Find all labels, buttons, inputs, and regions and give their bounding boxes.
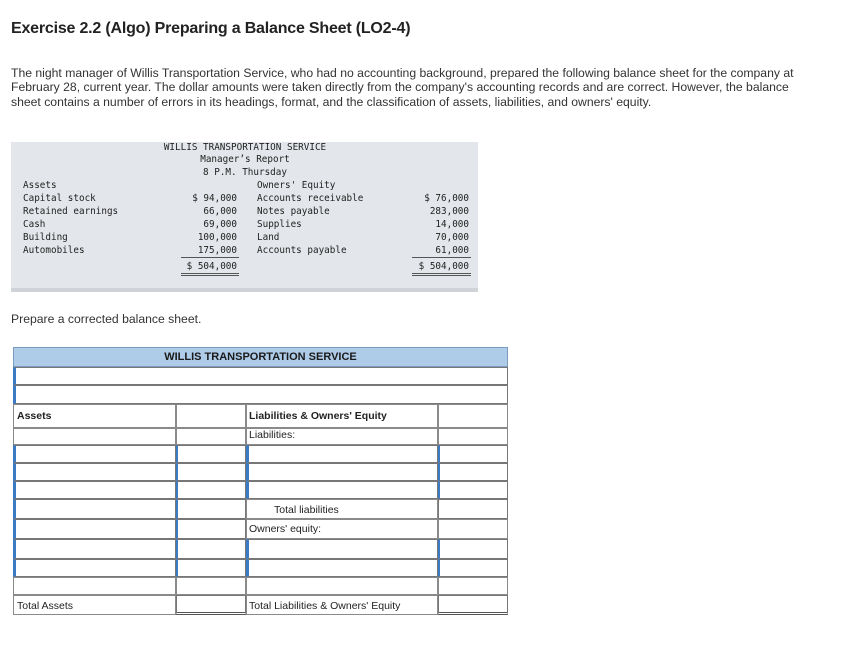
liab-equity-heading: Liabilities & Owners' Equity — [249, 410, 387, 422]
asset-amount-input[interactable] — [176, 559, 246, 577]
orig-left-total: $ 504,000 — [186, 261, 237, 272]
orig-left-heading: Assets — [23, 180, 57, 191]
orig-right-amount: 14,000 — [435, 219, 469, 230]
orig-left-amount: 69,000 — [203, 219, 237, 230]
orig-company-name: WILLIS TRANSPORTATION SERVICE — [163, 142, 327, 153]
orig-right-total: $ 504,000 — [418, 261, 469, 272]
answer-sheet-header: WILLIS TRANSPORTATION SERVICE — [13, 347, 508, 367]
orig-right-heading: Owners' Equity — [257, 180, 336, 191]
total-liab-equity-label: Total Liabilities & Owners' Equity — [249, 600, 401, 612]
blank-cell — [438, 428, 508, 445]
orig-right-amount: 70,000 — [435, 232, 469, 243]
orig-left-label: Automobiles — [23, 245, 85, 256]
orig-right-amount: $ 76,000 — [424, 193, 469, 204]
blank-cell — [438, 577, 508, 595]
orig-right-label: Land — [257, 232, 280, 243]
liability-amount-input[interactable] — [438, 481, 508, 499]
liability-name-input[interactable] — [246, 463, 438, 481]
owners-equity-label: Owners' equity: — [249, 523, 322, 535]
orig-right-double-underline — [412, 273, 471, 276]
liability-name-input[interactable] — [246, 445, 438, 463]
exercise-instructions: The night manager of Willis Transportation Service, who had no accounting background, prepared the following balance sheet for the company at February 28, current year. The dollar amounts were taken directly from the company's accounting records and are correct. However, the balance sheet contains a number of errors in its headings, format, and the classification of assets, liabilities, and owners' equity. — [11, 66, 794, 109]
orig-right-label: Notes payable — [257, 206, 330, 217]
asset-name-input[interactable] — [13, 445, 176, 463]
blank-cell — [176, 577, 246, 595]
orig-time: 8 P.M. Thursday — [203, 167, 287, 178]
total-liab-equity-input[interactable] — [438, 595, 508, 615]
asset-name-input[interactable] — [13, 559, 176, 577]
orig-sheet-footer-bar — [11, 288, 478, 292]
asset-name-input[interactable] — [13, 499, 176, 519]
assets-heading: Assets — [17, 410, 52, 422]
asset-amount-input[interactable] — [176, 481, 246, 499]
liability-name-input[interactable] — [246, 481, 438, 499]
orig-left-double-underline — [181, 273, 239, 276]
total-assets-input[interactable] — [176, 595, 246, 615]
assets-blank-cell — [176, 404, 246, 428]
orig-left-amount: 100,000 — [197, 232, 237, 243]
orig-subtitle: Manager’s Report — [200, 154, 290, 165]
orig-left-label: Capital stock — [23, 193, 96, 204]
orig-left-label: Cash — [23, 219, 46, 230]
asset-amount-input[interactable] — [176, 445, 246, 463]
orig-right-label: Supplies — [257, 219, 302, 230]
heading-input-1[interactable] — [13, 367, 508, 385]
asset-amount-input[interactable] — [176, 539, 246, 559]
equity-amount-input[interactable] — [438, 539, 508, 559]
orig-left-underline — [181, 257, 239, 258]
orig-left-amount: 66,000 — [203, 206, 237, 217]
orig-left-label: Retained earnings — [23, 206, 119, 217]
blank-cell — [176, 428, 246, 445]
liabilities-label: Liabilities: — [249, 429, 296, 441]
exercise-title: Exercise 2.2 (Algo) Preparing a Balance Sheet (LO2-4) — [11, 20, 411, 37]
total-assets-label: Total Assets — [17, 600, 74, 612]
orig-right-amount: 61,000 — [435, 245, 469, 256]
orig-right-label: Accounts receivable — [257, 193, 364, 204]
task-prompt: Prepare a corrected balance sheet. — [11, 312, 202, 326]
orig-left-label: Building — [23, 232, 68, 243]
total-liabilities-label: Total liabilities — [274, 504, 339, 516]
asset-name-input[interactable] — [13, 481, 176, 499]
blank-cell — [246, 577, 438, 595]
equity-amount-input[interactable] — [438, 559, 508, 577]
blank-cell — [13, 428, 176, 445]
liab-blank-cell — [438, 404, 508, 428]
blank-cell — [13, 577, 176, 595]
asset-name-input[interactable] — [13, 539, 176, 559]
original-balance-sheet — [11, 142, 478, 291]
heading-input-2[interactable] — [13, 385, 508, 404]
liability-amount-input[interactable] — [438, 445, 508, 463]
asset-name-input[interactable] — [13, 463, 176, 481]
liability-amount-input[interactable] — [438, 463, 508, 481]
asset-name-input[interactable] — [13, 519, 176, 539]
orig-right-label: Accounts payable — [257, 245, 347, 256]
asset-amount-input[interactable] — [176, 463, 246, 481]
asset-amount-input[interactable] — [176, 519, 246, 539]
equity-name-input[interactable] — [246, 559, 438, 577]
asset-amount-input[interactable] — [176, 499, 246, 519]
orig-right-underline — [412, 257, 471, 258]
balance-sheet-answer-grid — [13, 347, 508, 615]
blank-cell — [438, 519, 508, 539]
orig-left-amount: $ 94,000 — [192, 193, 237, 204]
orig-left-amount: 175,000 — [197, 245, 237, 256]
orig-right-amount: 283,000 — [429, 206, 469, 217]
equity-name-input[interactable] — [246, 539, 438, 559]
total-liabilities-input[interactable] — [438, 499, 508, 519]
